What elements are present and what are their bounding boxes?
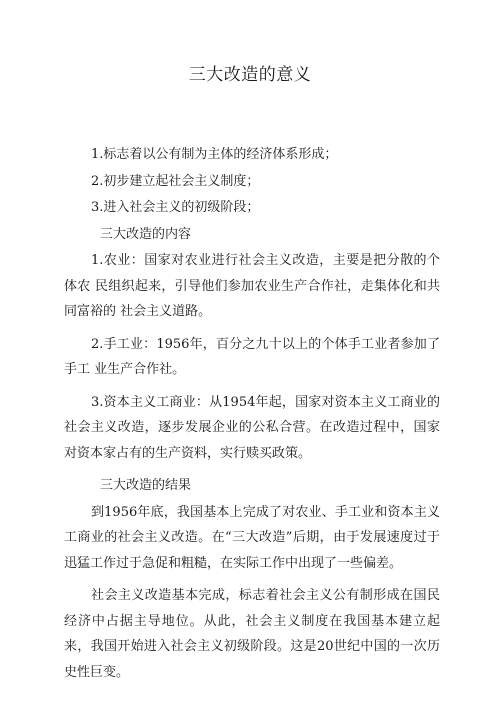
content-paragraph-commerce: 3.资本主义工商业：从1954年起，国家对资本主义工商业的社会主义改造，逐步发展企业的公私合营。在改造过程中，国家对资本家占有的生产资料，实行赎买政策。: [64, 394, 440, 461]
significance-item-1: 1.标志着以公有制为主体的经济体系形成；: [91, 147, 338, 162]
significance-item-2: 2.初步建立起社会主义制度；: [91, 173, 260, 189]
result-paragraph-significance: 社会主义改造基本完成，标志着社会主义公有制形成在国民经济中占据主导地位。从此，社会主义制度在我国基本建立起来，我国开始进入社会主义初级阶段。这是20世纪中国的一次历史性巨变。: [64, 588, 440, 680]
content-paragraph-agriculture: 1.农业：国家对农业进行社会主义改造，主要是把分散的个体农 民组织起来，引导他们参加农业生产合作社，走集体化和共同富裕的 社会主义道路。: [64, 253, 440, 319]
significance-item-3: 3.进入社会主义的初级阶段；: [91, 200, 260, 215]
content-paragraph-handicraft: 2.手工业：1956年，百分之九十以上的个体手工业者参加了手工 业生产合作社。: [64, 336, 440, 377]
content-heading: 三大改造的内容: [100, 226, 192, 242]
document-body: [64, 142, 440, 692]
result-paragraph-completion: 到1956年底，我国基本上完成了对农业、手工业和资本主义工商业的社会主义改造。在“三大改造”后期，由于发展速度过于迅猛工作过于急促和粗糙，在实际工作中出现了一些偏差。: [64, 504, 440, 571]
result-heading: 三大改造的结果: [100, 478, 192, 493]
document-title: 三大改造的意义: [188, 65, 312, 85]
